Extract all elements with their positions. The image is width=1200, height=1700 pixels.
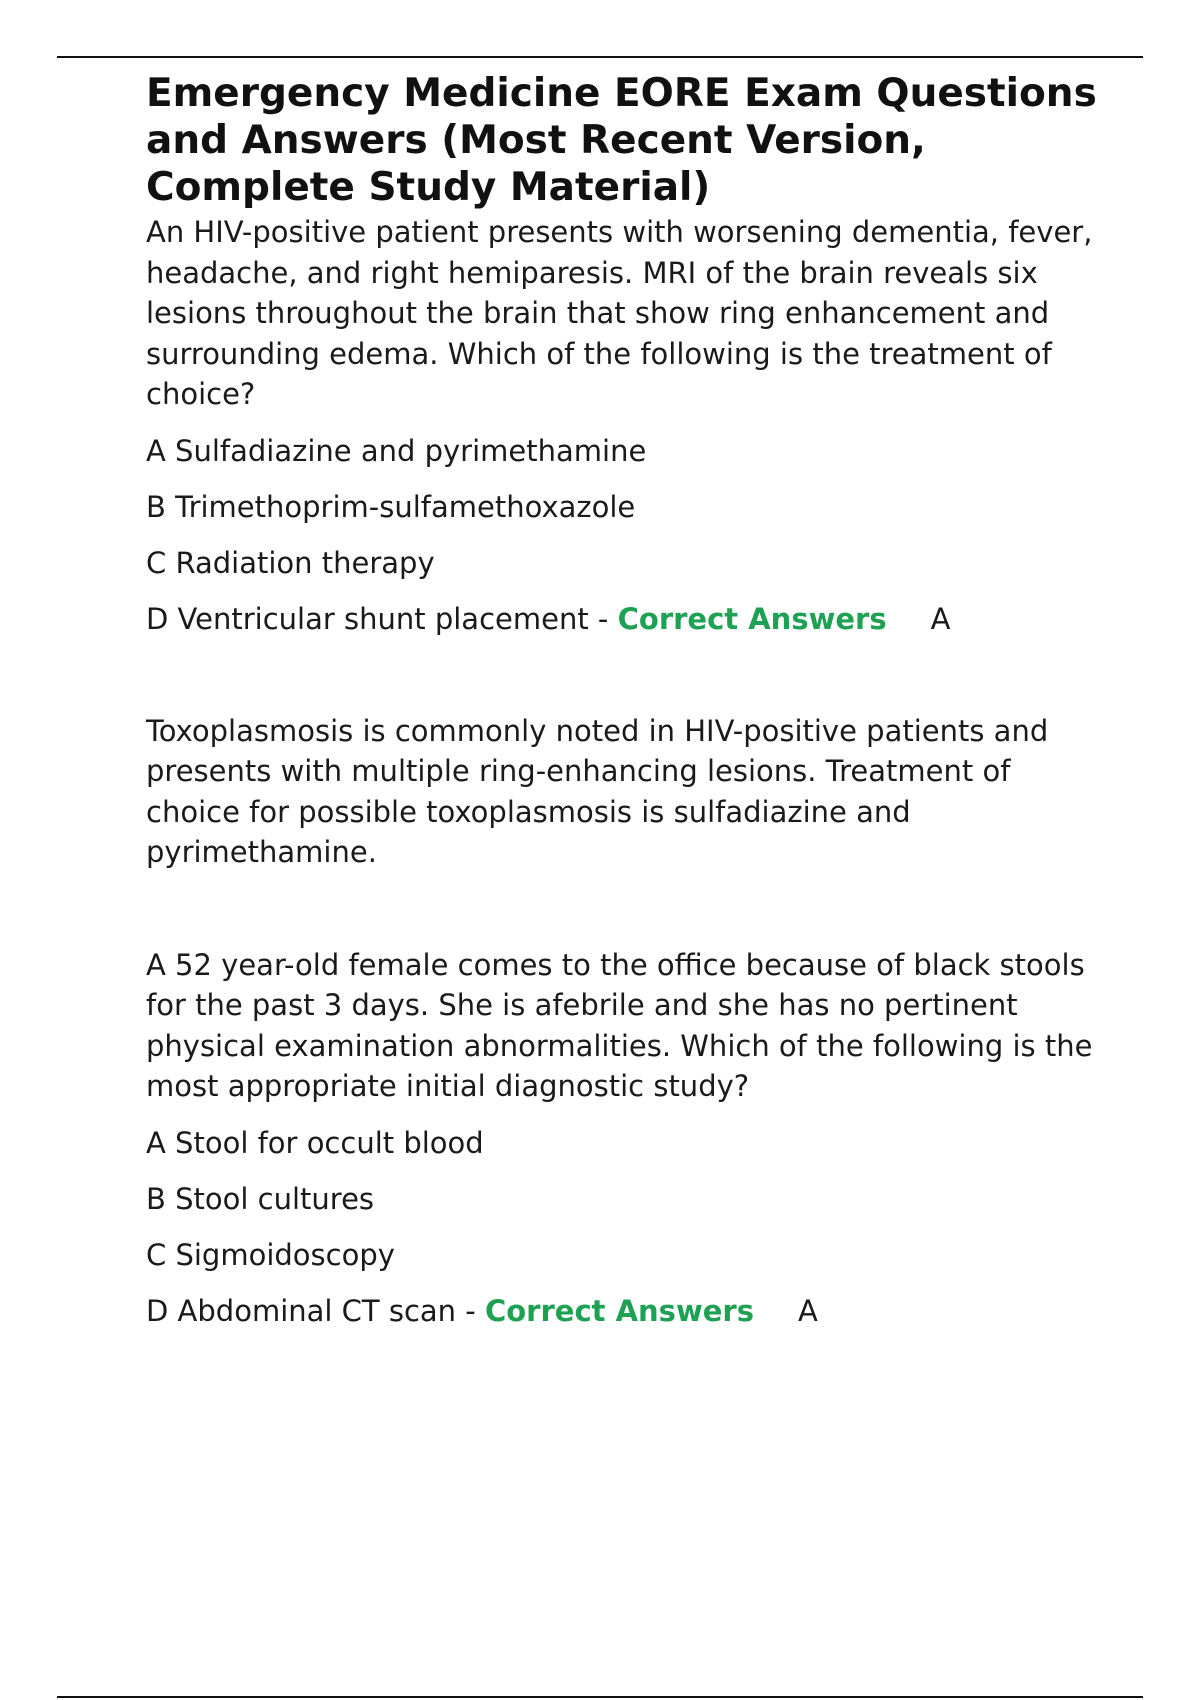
question-2-answer: A	[797, 1293, 818, 1328]
question-2-option-d	[146, 1291, 1106, 1331]
question-2-stem: A 52 year-old female comes to the office because of black stools for the past 3 days. She is afebrile and she has no pertinent physical examination abnormalities. Which of the following is the most appropriate initial diagnostic study?	[146, 947, 1093, 1103]
question-1-option-a: A Sulfadiazine and pyrimethamine	[146, 433, 647, 468]
question-2-option-a: A Stool for occult blood	[146, 1125, 484, 1160]
question-1-stem: An HIV-positive patient presents with worsening dementia, fever, headache, and right hemiparesis. MRI of the brain reveals six lesions throughout the brain that show ring enhancement and surrounding edema. Which of the following is the treatment of choice?	[146, 215, 1093, 411]
document-body	[146, 70, 1106, 1331]
top-rule	[57, 56, 1143, 58]
question-1-option-b: B Trimethoprim-sulfamethoxazole	[146, 489, 636, 524]
question-1-answer: A	[930, 601, 951, 636]
question-1-explanation: Toxoplasmosis is commonly noted in HIV-positive patients and presents with multiple ring-enhancing lesions. Treatment of choice for possible toxoplasmosis is sulfadiazine and pyrimethamine.	[146, 713, 1049, 869]
document-title: Emergency Medicine EORE Exam Questions and Answers (Most Recent Version, Complete Study Material)	[146, 71, 1097, 210]
question-2-option-c: C Sigmoidoscopy	[146, 1237, 395, 1272]
question-1-option-d	[146, 599, 1106, 639]
question-2-option-d-text: D Abdominal CT scan -	[146, 1293, 476, 1328]
question-1-option-c: C Radiation therapy	[146, 545, 435, 580]
question-1-option-d-text: D Ventricular shunt placement -	[146, 601, 609, 636]
bottom-rule	[57, 1696, 1143, 1698]
question-1-correct-label: Correct Answers	[617, 601, 887, 636]
question-2-correct-label: Correct Answers	[484, 1293, 754, 1328]
question-2-option-b: B Stool cultures	[146, 1181, 375, 1216]
